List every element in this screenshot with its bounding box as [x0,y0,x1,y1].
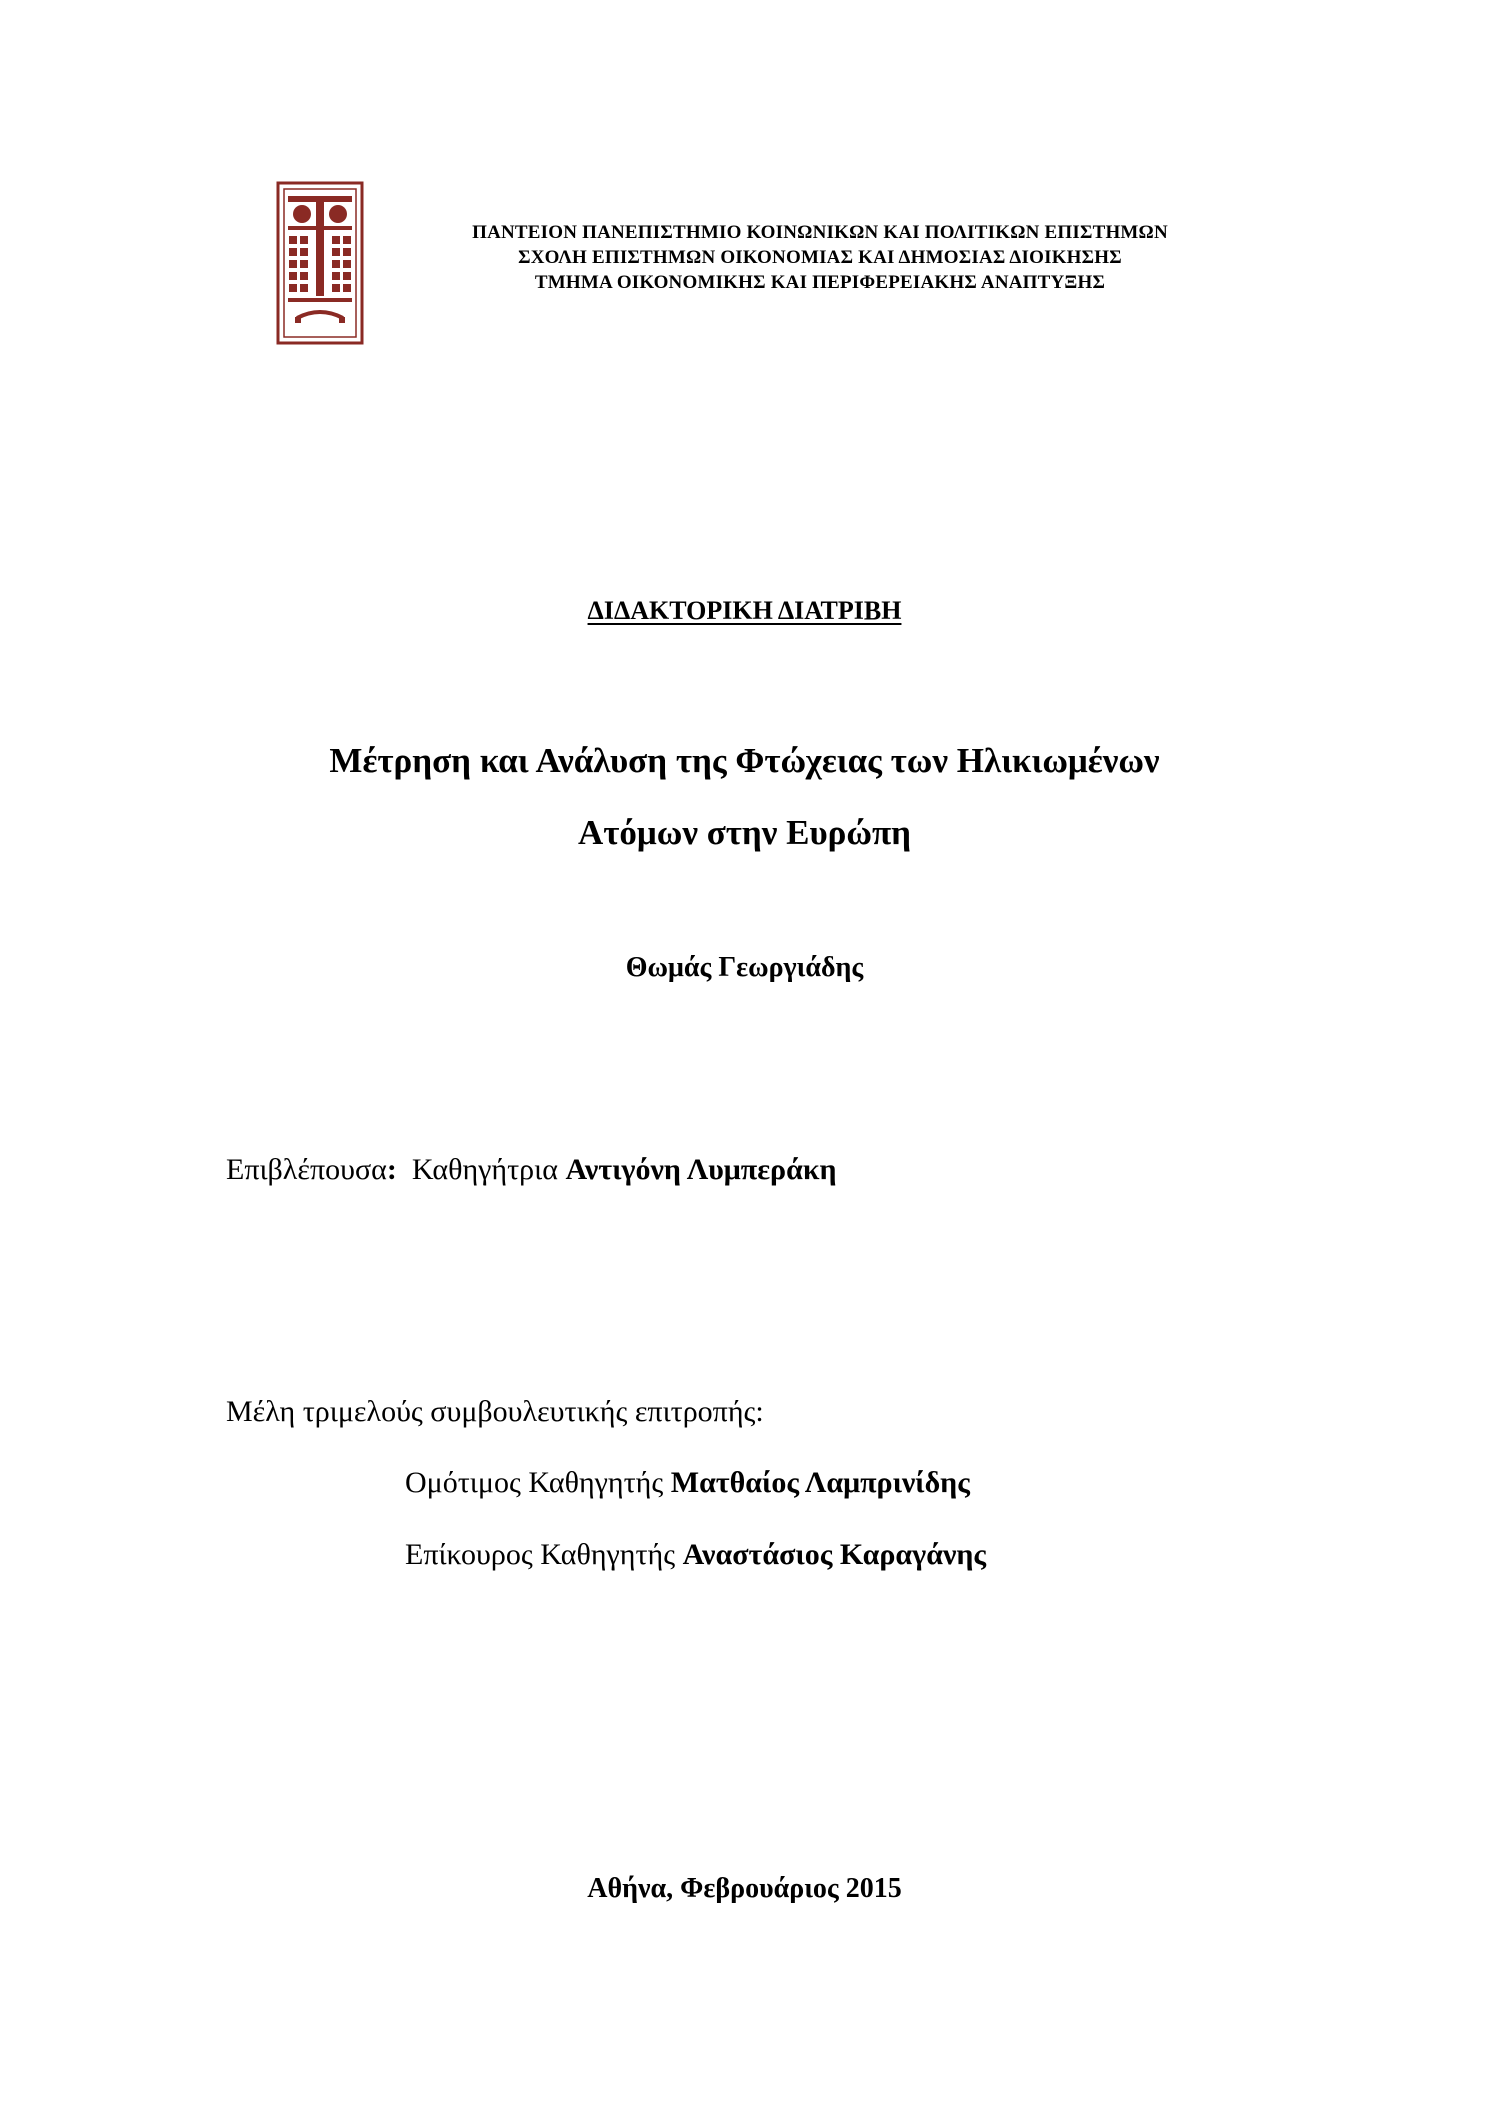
committee-heading: Μέλη τριμελούς συμβουλευτικής επιτροπής: [226,1395,764,1428]
supervisor-name: Αντιγόνη Λυμπεράκη [565,1153,837,1186]
thesis-title-line-2: Ατόμων στην Ευρώπη [577,813,912,852]
institution-lines [365,220,1275,295]
place-and-date: Αθήνα, Φεβρουάριος 2015 [587,1873,902,1904]
thesis-title [0,725,1489,869]
supervisor-title: Καθηγήτρια [411,1153,558,1186]
committee-member-title: Ομότιμος Καθηγητής [405,1466,664,1499]
department-name: ΤΜΗΜΑ ΟΙΚΟΝΟΜΙΚΗΣ ΚΑΙ ΠΕΡΙΦΕΡΕΙΑΚΗΣ ΑΝΑΠΤΥΞΗΣ [534,272,1106,293]
school-name: ΣΧΟΛΗ ΕΠΙΣΤΗΜΩΝ ΟΙΚΟΝΟΜΙΑΣ ΚΑΙ ΔΗΜΟΣΙΑΣ ΔΙΟΙΚΗΣΗΣ [518,247,1122,268]
supervisor-colon: : [386,1153,397,1186]
committee-member [405,1466,970,1500]
committee-member [405,1538,986,1572]
institution-header [275,180,1275,350]
committee-member-name: Αναστάσιος Καραγάνης [682,1538,987,1571]
supervisor-line [226,1153,837,1187]
committee-member-name: Ματθαίος Λαμπρινίδης [670,1466,970,1499]
document-type: ΔΙΔΑΚΤΟΡΙΚΗ ΔΙΑΤΡΙΒΗ [587,596,902,625]
author-name: Θωμάς Γεωργιάδης [625,952,864,983]
supervisor-label: Επιβλέπουσα [226,1153,387,1186]
university-name: ΠΑΝΤΕΙΟΝ ΠΑΝΕΠΙΣΤΗΜΙΟ ΚΟΙΝΩΝΙΚΩΝ ΚΑΙ ΠΟΛΙΤΙΚΩΝ ΕΠΙΣΤΗΜΩΝ [472,222,1168,243]
committee-member-title: Επίκουρος Καθηγητής [405,1538,676,1571]
thesis-title-line-1: Μέτρηση και Ανάλυση της Φτώχειας των Ηλικιωμένων [329,741,1160,780]
university-emblem-icon [275,180,365,346]
